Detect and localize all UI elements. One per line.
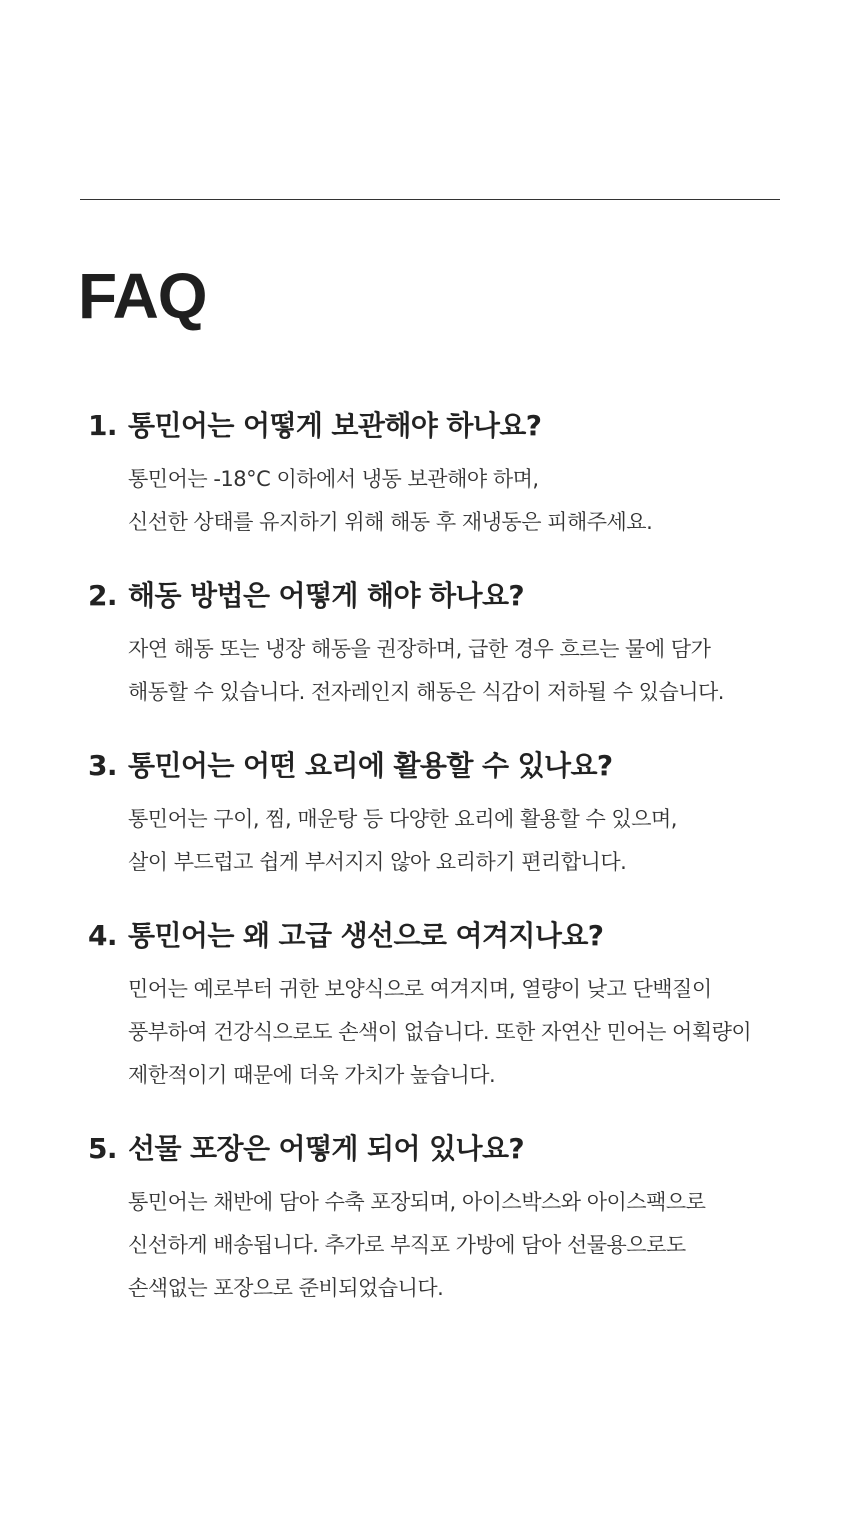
faq-question-text: 선물 포장은 어떻게 되어 있나요?: [128, 1132, 525, 1165]
faq-question: [88, 1127, 788, 1171]
faq-answer-line: 제한적이기 때문에 더욱 가치가 높습니다.: [128, 1063, 496, 1087]
faq-answer-line: 손색없는 포장으로 준비되었습니다.: [128, 1276, 444, 1300]
faq-answer-line: 통민어는 채반에 담아 수축 포장되며, 아이스박스와 아이스팩으로: [128, 1190, 706, 1214]
faq-answer-line: 풍부하여 건강식으로도 손색이 없습니다. 또한 자연산 민어는 어획량이: [128, 1020, 752, 1044]
top-divider: [80, 199, 780, 200]
page-title: FAQ: [78, 260, 207, 332]
faq-answer-line: 신선한 상태를 유지하기 위해 해동 후 재냉동은 피해주세요.: [128, 510, 653, 534]
faq-question-text: 통민어는 어떤 요리에 활용할 수 있나요?: [128, 749, 613, 782]
faq-answer-line: 민어는 예로부터 귀한 보양식으로 여겨지며, 열량이 낮고 단백질이: [128, 977, 712, 1001]
faq-answer: [128, 968, 788, 1097]
faq-answer-line: 살이 부드럽고 쉽게 부서지지 않아 요리하기 편리합니다.: [128, 850, 627, 874]
faq-answer-line: 통민어는 구이, 찜, 매운탕 등 다양한 요리에 활용할 수 있으며,: [128, 807, 677, 831]
faq-question-text: 해동 방법은 어떻게 해야 하나요?: [128, 579, 525, 612]
faq-question-text: 통민어는 왜 고급 생선으로 여겨지나요?: [128, 919, 604, 952]
faq-answer: [128, 1181, 788, 1310]
faq-answer-line: 신선하게 배송됩니다. 추가로 부직포 가방에 담아 선물용으로도: [128, 1233, 686, 1257]
faq-number: 3.: [88, 749, 117, 782]
faq-answer-line: 자연 해동 또는 냉장 해동을 권장하며, 급한 경우 흐르는 물에 담가: [128, 637, 711, 661]
faq-number: 4.: [88, 919, 117, 952]
faq-answer: [128, 798, 788, 884]
faq-list: [88, 404, 788, 1340]
faq-answer-line: 통민어는 -18°C 이하에서 냉동 보관해야 하며,: [128, 467, 539, 491]
faq-number: 2.: [88, 579, 117, 612]
faq-answer-line: 해동할 수 있습니다. 전자레인지 해동은 식감이 저하될 수 있습니다.: [128, 680, 724, 704]
faq-item-1: [88, 404, 788, 544]
faq-answer: [128, 628, 788, 714]
faq-item-3: [88, 744, 788, 884]
faq-question: [88, 574, 788, 618]
faq-number: 5.: [88, 1132, 117, 1165]
faq-item-4: [88, 914, 788, 1097]
faq-question: [88, 744, 788, 788]
faq-question-text: 통민어는 어떻게 보관해야 하나요?: [128, 409, 542, 442]
faq-question: [88, 914, 788, 958]
faq-question: [88, 404, 788, 448]
faq-item-5: [88, 1127, 788, 1310]
faq-answer: [128, 458, 788, 544]
faq-item-2: [88, 574, 788, 714]
faq-number: 1.: [88, 409, 117, 442]
